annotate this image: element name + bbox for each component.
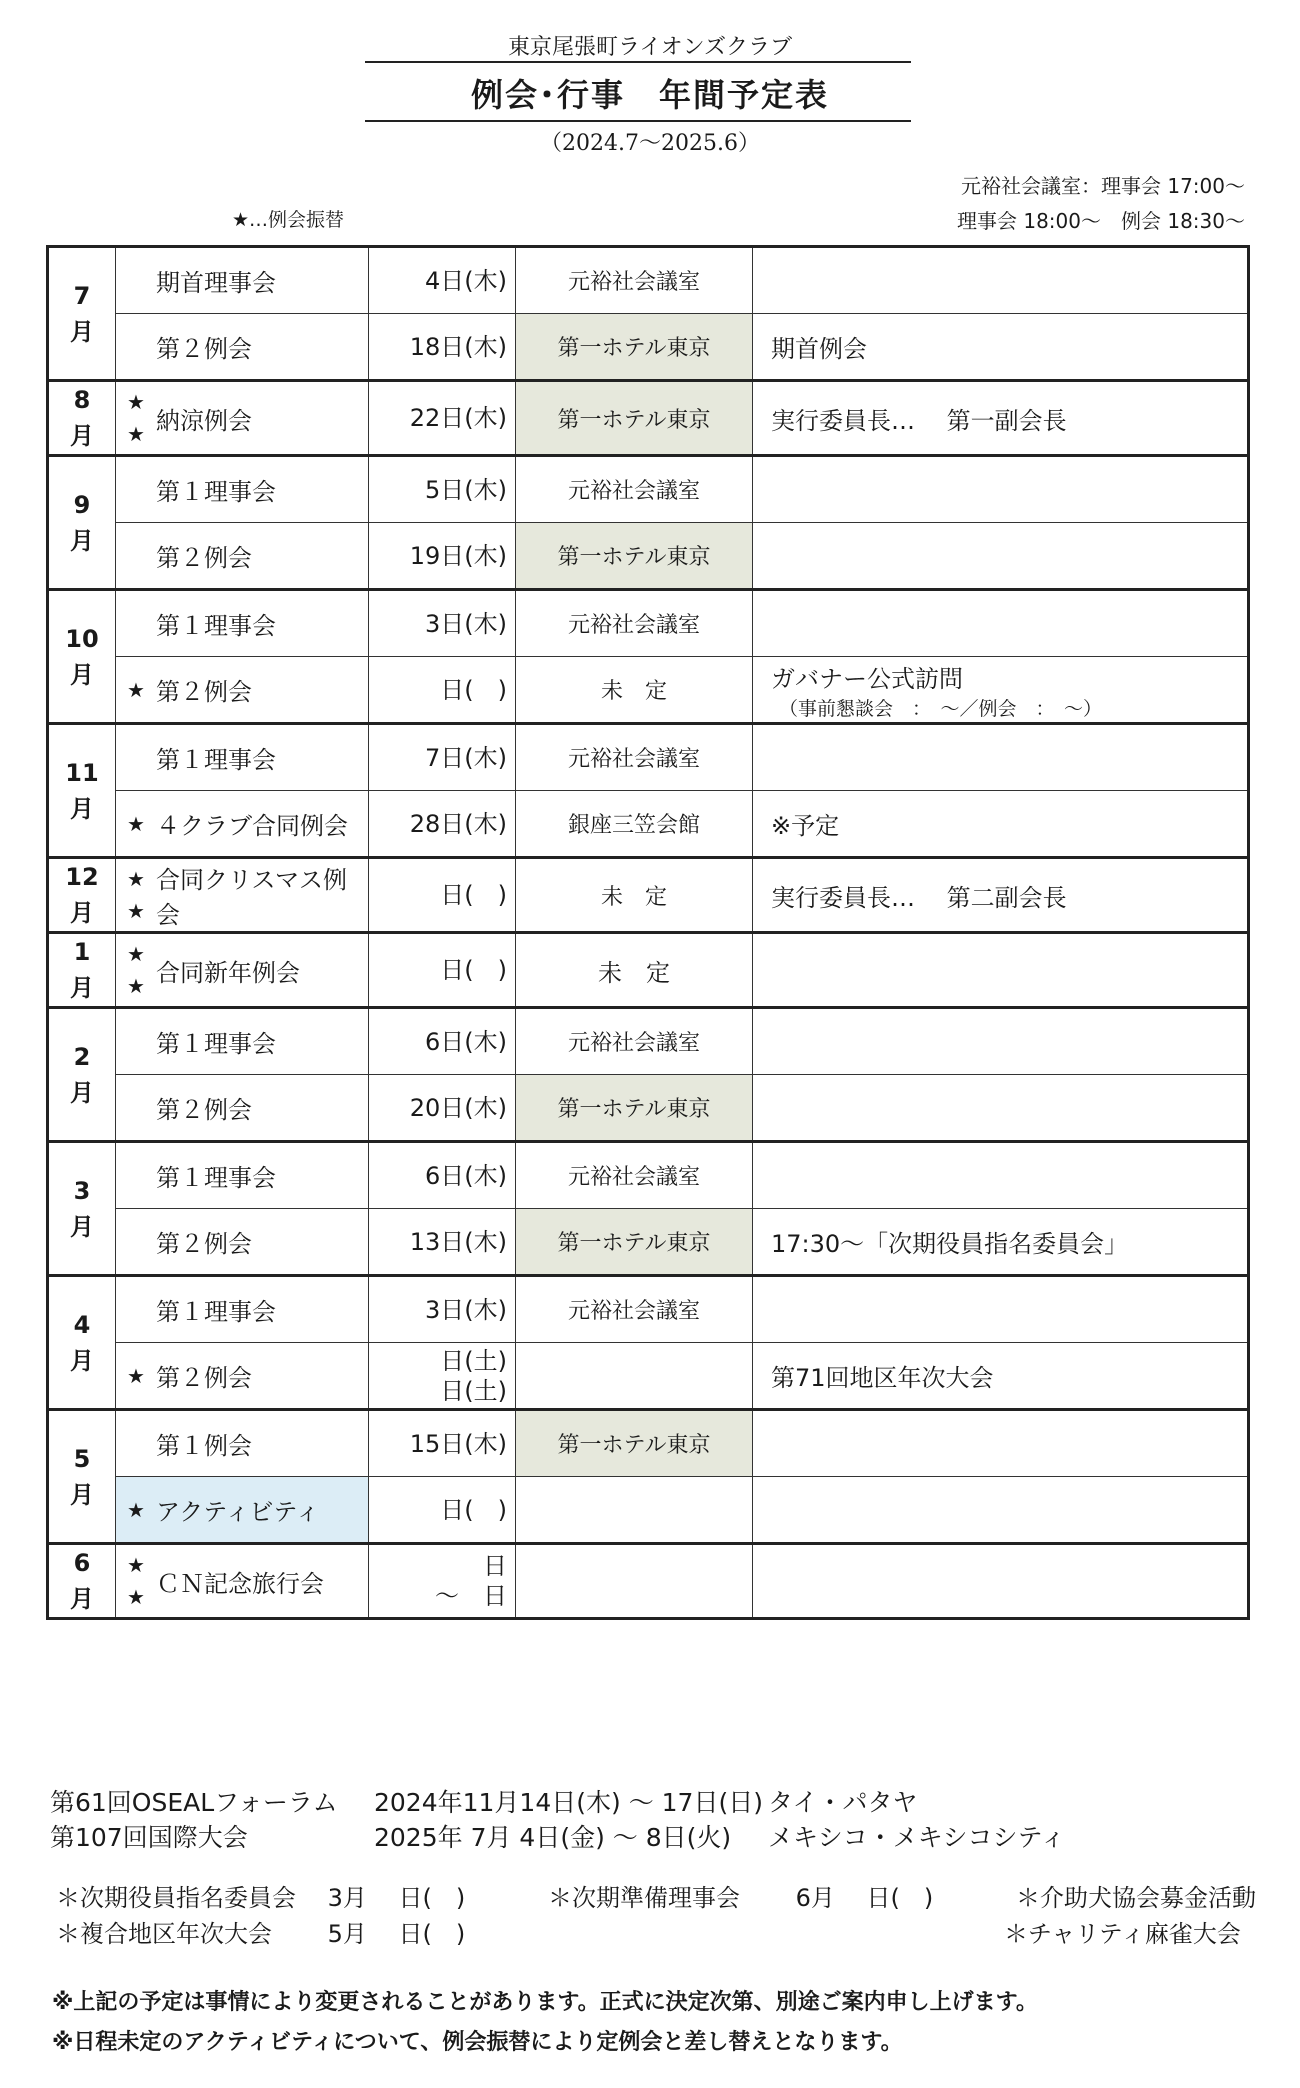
month-label: 9 月 xyxy=(48,456,116,590)
venue-cell: 元裕社会議室 xyxy=(516,1276,753,1343)
event-cell xyxy=(116,456,369,523)
note-cell xyxy=(753,724,1249,791)
venue-cell: 第一ホテル東京 xyxy=(516,1410,753,1477)
star-marker: ★ xyxy=(127,1363,145,1388)
schedule-row xyxy=(48,1008,1249,1075)
event-cell xyxy=(116,657,369,724)
month-label: 11 月 xyxy=(48,724,116,858)
event-name: 第２例会 xyxy=(156,1230,252,1258)
date-cell xyxy=(369,858,516,933)
event-name: 第107回国際大会 xyxy=(50,1823,248,1852)
schedule-table xyxy=(46,245,1250,1620)
event-name: アクティビティ xyxy=(156,1498,320,1526)
event-date: 19日(木) xyxy=(409,541,507,570)
schedule-row xyxy=(48,657,1249,724)
note-text: 実行委員長… 第二副会長 xyxy=(771,883,1067,912)
schedule-row xyxy=(48,456,1249,523)
event-date: 2024年11月14日(木) 〜 17日(日) xyxy=(374,1788,763,1817)
note-cell xyxy=(753,791,1249,858)
event-cell xyxy=(116,247,369,314)
venue-cell xyxy=(516,1544,753,1619)
event-date: 7日(木) xyxy=(425,743,507,772)
event-name: 合同クリスマス例会 xyxy=(156,866,348,929)
note-cell xyxy=(753,590,1249,657)
note-cell xyxy=(753,381,1249,456)
star-marker: ★ ★ xyxy=(127,867,145,923)
month-label: 10 月 xyxy=(48,590,116,724)
note-cell xyxy=(753,1410,1249,1477)
date-cell xyxy=(369,1276,516,1343)
event-cell xyxy=(116,1075,369,1142)
event-date: 3日(木) xyxy=(425,609,507,638)
date-cell xyxy=(369,314,516,381)
date-cell xyxy=(369,1008,516,1075)
venue-cell: 未 定 xyxy=(516,933,753,1008)
month-label: 6 月 xyxy=(48,1544,116,1619)
schedule-row xyxy=(48,590,1249,657)
event-name: 第２例会 xyxy=(156,1364,252,1392)
date-cell xyxy=(369,1477,516,1544)
schedule-row xyxy=(48,791,1249,858)
event-date: 18日(木) xyxy=(409,332,507,361)
event-date: 日( ) xyxy=(440,675,507,704)
venue-cell: 第一ホテル東京 xyxy=(516,314,753,381)
schedule-row xyxy=(48,858,1249,933)
event-cell xyxy=(116,1008,369,1075)
date-cell xyxy=(369,724,516,791)
event-cell xyxy=(116,724,369,791)
venue-cell: 未 定 xyxy=(516,858,753,933)
date-cell xyxy=(369,1075,516,1142)
date-cell xyxy=(369,381,516,456)
event-date: 28日(木) xyxy=(409,809,507,838)
note-cell xyxy=(753,523,1249,590)
event-name: 第１理事会 xyxy=(156,746,276,774)
event-name: 第１理事会 xyxy=(156,1164,276,1192)
event-date: 4日(木) xyxy=(425,266,507,295)
note-cell xyxy=(753,1075,1249,1142)
event-name: 第１例会 xyxy=(156,1432,252,1460)
event-date: 20日(木) xyxy=(409,1093,507,1122)
schedule-row xyxy=(48,314,1249,381)
note-cell xyxy=(753,1008,1249,1075)
month-label: 2 月 xyxy=(48,1008,116,1142)
venue-cell: 元裕社会議室 xyxy=(516,724,753,791)
schedule-row xyxy=(48,933,1249,1008)
star-marker: ★ xyxy=(127,677,145,702)
date-cell xyxy=(369,590,516,657)
venue-cell: 元裕社会議室 xyxy=(516,1142,753,1209)
month-label: 4 月 xyxy=(48,1276,116,1410)
event-name: 期首理事会 xyxy=(156,269,276,297)
event-date: 日 〜 日 xyxy=(435,1552,507,1610)
note-cell xyxy=(753,657,1249,724)
schedule-row xyxy=(48,381,1249,456)
star-marker: ★ ★ xyxy=(127,942,145,998)
star-marker: ★ ★ xyxy=(127,390,145,446)
date-cell xyxy=(369,1343,516,1410)
schedule-row xyxy=(48,1142,1249,1209)
venue-cell: 元裕社会議室 xyxy=(516,247,753,314)
month-label: 12 月 xyxy=(48,858,116,933)
note-cell xyxy=(753,314,1249,381)
club-name: 東京尾張町ライオンズクラブ xyxy=(507,35,793,60)
event-cell xyxy=(116,1544,369,1619)
period: （2024.7〜2025.6） xyxy=(540,131,760,156)
event-cell xyxy=(116,1343,369,1410)
schedule-row xyxy=(48,1276,1249,1343)
note-cell xyxy=(753,1209,1249,1276)
event-cell xyxy=(116,1410,369,1477)
misc-nomination-committee: ＊次期役員指名委員会 3月 日( ) xyxy=(56,1884,466,1912)
event-name: 第２例会 xyxy=(156,544,252,572)
date-cell xyxy=(369,1209,516,1276)
note-cell xyxy=(753,456,1249,523)
date-cell xyxy=(369,247,516,314)
event-date: 22日(木) xyxy=(409,404,507,432)
month-label: 1 月 xyxy=(48,933,116,1008)
note-cell xyxy=(753,1477,1249,1544)
event-cell xyxy=(116,381,369,456)
event-date: 6日(木) xyxy=(425,1027,507,1056)
star-marker: ★ ★ xyxy=(127,1553,145,1609)
event-place: メキシコ・メキシコシティ xyxy=(768,1823,1066,1852)
schedule-row xyxy=(48,1075,1249,1142)
event-date: 日(土) 日(土) xyxy=(440,1346,507,1405)
schedule-row xyxy=(48,1477,1249,1544)
event-name: 第２例会 xyxy=(156,1096,252,1124)
star-legend: ★…例会振替 xyxy=(232,209,345,231)
schedule-row xyxy=(48,1410,1249,1477)
footnote-activity-notice: ※日程未定のアクティビティについて、例会振替により定例会と差し替えとなります。 xyxy=(52,2030,903,2055)
date-cell xyxy=(369,933,516,1008)
date-cell xyxy=(369,1544,516,1619)
venue-time-line1: 元裕社会議室：理事会 17:00〜 xyxy=(961,174,1245,198)
schedule-row xyxy=(48,1343,1249,1410)
event-date: 15日(木) xyxy=(409,1429,507,1458)
event-date: 日( ) xyxy=(440,956,507,984)
venue-cell: 元裕社会議室 xyxy=(516,590,753,657)
page-title: 例会･行事 年間予定表 xyxy=(470,76,829,114)
event-name: 第61回OSEALフォーラム xyxy=(50,1788,338,1817)
misc-multi-district-convention: ＊複合地区年次大会 5月 日( ) xyxy=(56,1920,466,1948)
venue-time-line2: 理事会 18:00〜 例会 18:30〜 xyxy=(957,209,1245,233)
date-cell xyxy=(369,1142,516,1209)
event-date: 3日(木) xyxy=(425,1295,507,1324)
venue-cell: 第一ホテル東京 xyxy=(516,381,753,456)
date-cell xyxy=(369,791,516,858)
event-cell xyxy=(116,858,369,933)
event-name: 第１理事会 xyxy=(156,612,276,640)
schedule-row xyxy=(48,523,1249,590)
event-cell xyxy=(116,523,369,590)
venue-cell: 未 定 xyxy=(516,657,753,724)
note-text: 期首例会 xyxy=(771,335,867,363)
month-label: 7 月 xyxy=(48,247,116,381)
note-text: 第71回地区年次大会 xyxy=(771,1364,994,1392)
venue-cell xyxy=(516,1477,753,1544)
footnote-change-notice: ※上記の予定は事情により変更されることがあります。正式に決定次第、別途ご案内申し上げます。 xyxy=(52,1990,1038,2015)
misc-charity-mahjong: ＊チャリティ麻雀大会 xyxy=(1004,1920,1241,1948)
star-marker: ★ xyxy=(127,1497,145,1522)
event-name: ４クラブ合同例会 xyxy=(156,812,348,840)
note-text: ※予定 xyxy=(771,812,840,840)
note-text: 実行委員長… 第一副会長 xyxy=(771,406,1067,435)
month-label: 8 月 xyxy=(48,381,116,456)
month-label: 3 月 xyxy=(48,1142,116,1276)
schedule-row xyxy=(48,1209,1249,1276)
event-place: タイ・パタヤ xyxy=(768,1788,918,1817)
schedule-row xyxy=(48,247,1249,314)
event-name: 第１理事会 xyxy=(156,1030,276,1058)
venue-cell: 第一ホテル東京 xyxy=(516,1075,753,1142)
event-cell xyxy=(116,1209,369,1276)
event-cell xyxy=(116,314,369,381)
event-name: ＣＮ記念旅行会 xyxy=(156,1569,324,1598)
note-cell xyxy=(753,1343,1249,1410)
event-cell xyxy=(116,590,369,657)
event-date: 日( ) xyxy=(440,881,507,909)
schedule-row xyxy=(48,724,1249,791)
date-cell xyxy=(369,456,516,523)
title-rule-bottom xyxy=(365,120,911,122)
event-name: 納涼例会 xyxy=(156,406,252,435)
event-cell xyxy=(116,1477,369,1544)
note-cell xyxy=(753,933,1249,1008)
event-date: 5日(木) xyxy=(425,475,507,504)
venue-cell: 元裕社会議室 xyxy=(516,456,753,523)
event-cell xyxy=(116,1276,369,1343)
venue-cell: 銀座三笠会館 xyxy=(516,791,753,858)
event-date: 2025年 7月 4日(金) 〜 8日(火) xyxy=(374,1823,732,1852)
date-cell xyxy=(369,1410,516,1477)
event-date: 日( ) xyxy=(440,1495,507,1524)
note-subtext: （事前懇談会 ： 〜／例会 ： 〜） xyxy=(779,697,1103,720)
note-cell xyxy=(753,1276,1249,1343)
event-cell xyxy=(116,1142,369,1209)
event-name: 合同新年例会 xyxy=(156,958,300,987)
misc-guide-dog-fundraising: ＊介助犬協会募金活動 xyxy=(1016,1884,1256,1912)
venue-cell: 第一ホテル東京 xyxy=(516,1209,753,1276)
event-name: 第１理事会 xyxy=(156,1298,276,1326)
event-cell xyxy=(116,791,369,858)
date-cell xyxy=(369,523,516,590)
star-marker: ★ xyxy=(127,811,145,836)
venue-cell: 第一ホテル東京 xyxy=(516,523,753,590)
note-cell xyxy=(753,1544,1249,1619)
schedule-row xyxy=(48,1544,1249,1619)
note-text: 17:30〜「次期役員指名委員会」 xyxy=(771,1230,1129,1258)
note-cell xyxy=(753,247,1249,314)
event-date: 6日(木) xyxy=(425,1161,507,1190)
date-cell xyxy=(369,657,516,724)
event-name: 第２例会 xyxy=(156,335,252,363)
event-cell xyxy=(116,933,369,1008)
note-cell xyxy=(753,1142,1249,1209)
event-name: 第２例会 xyxy=(156,678,252,706)
venue-cell: 元裕社会議室 xyxy=(516,1008,753,1075)
note-cell xyxy=(753,858,1249,933)
venue-cell xyxy=(516,1343,753,1410)
title-rule-top xyxy=(365,61,911,63)
note-text: ガバナー公式訪問 xyxy=(771,664,963,693)
misc-prep-board: ＊次期準備理事会 6月 日( ) xyxy=(548,1884,934,1912)
event-date: 13日(木) xyxy=(409,1227,507,1256)
month-label: 5 月 xyxy=(48,1410,116,1544)
event-name: 第１理事会 xyxy=(156,478,276,506)
